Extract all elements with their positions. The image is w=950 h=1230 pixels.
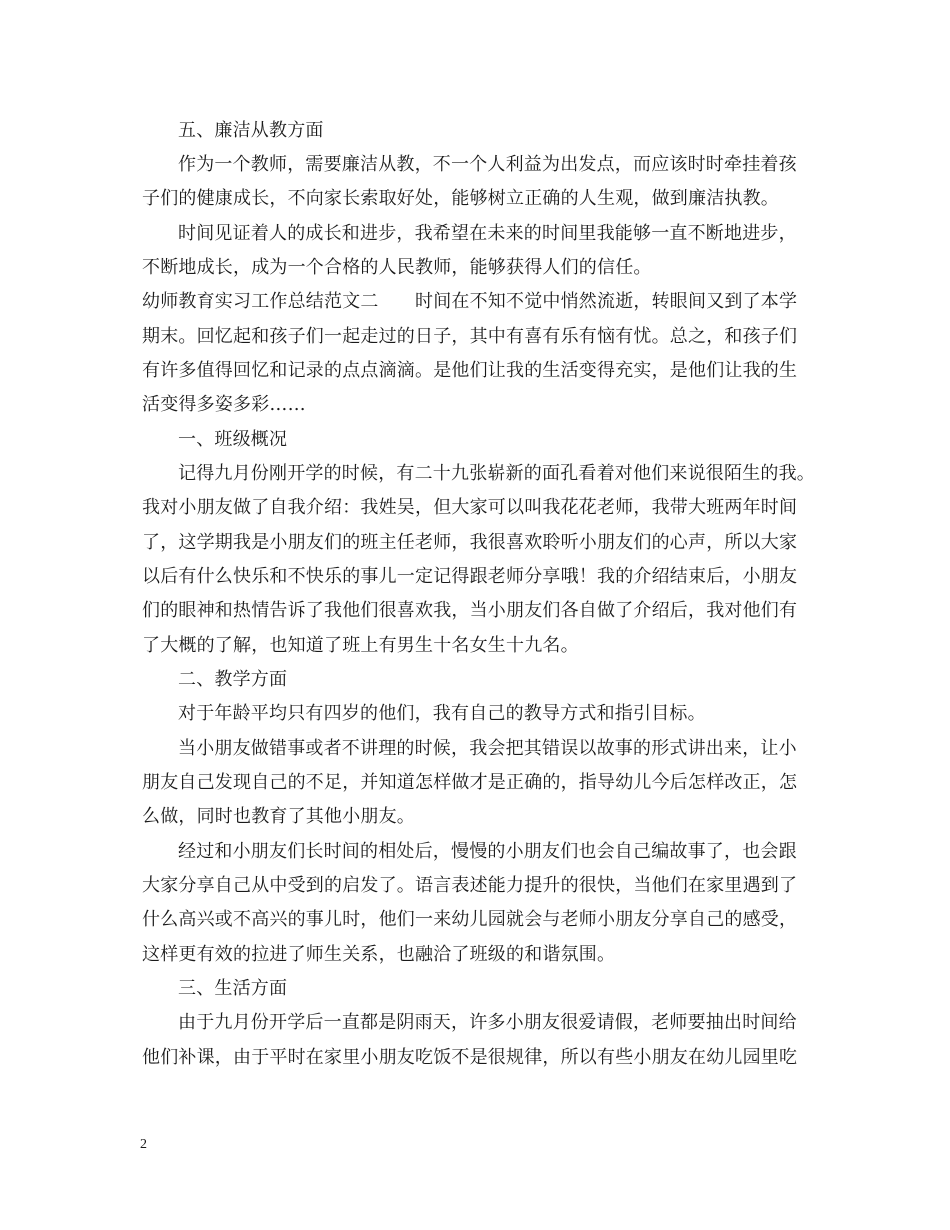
paragraph-line: 期末。回忆起和孩子们一起走过的日子，其中有喜有乐有恼有忧。总之，和孩子们: [142, 326, 798, 347]
paragraph-line: 以后有什么快乐和不快乐的事儿一定记得跟老师分享哦！我的介绍结束后，小朋友: [142, 566, 798, 587]
paragraph-line: 们的眼神和热情告诉了我他们很喜欢我，当小朋友们各自做了介绍后，我对他们有: [142, 600, 798, 621]
paragraph-line: 对于年龄平均只有四岁的他们，我有自己的教导方式和指引目标。: [178, 703, 706, 724]
paragraph-line: 这样更有效的拉进了师生关系，也融洽了班级的和谐氛围。: [142, 944, 616, 965]
paragraph-line: 子们的健康成长，不向家长索取好处，能够树立正确的人生观，做到廉洁执教。: [142, 188, 779, 209]
paragraph-line: 时间见证着人的成长和进步，我希望在未来的时间里我能够一直不断地进步，: [178, 223, 797, 244]
paragraph-line: 了大概的了解，也知道了班上有男生十名女生十九名。: [142, 635, 579, 656]
paragraph-line: 么做，同时也教育了其他小朋友。: [142, 806, 415, 827]
paragraph-line: 他们补课，由于平时在家里小朋友吃饭不是很规律，所以有些小朋友在幼儿园里吃: [142, 1047, 798, 1068]
section-heading: 五、廉洁从教方面: [178, 120, 324, 141]
paragraph-line: 了，这学期我是小朋友们的班主任老师，我很喜欢聆听小朋友们的心声，所以大家: [142, 532, 798, 553]
paragraph-line: 不断地成长，成为一个合格的人民教师，能够获得人们的信任。: [142, 257, 652, 278]
paragraph-line: 什么高兴或不高兴的事儿时，他们一来幼儿园就会与老师小朋友分享自己的感受，: [142, 909, 798, 930]
paragraph-line: 活变得多姿多彩……: [142, 394, 306, 415]
paragraph-line: 经过和小朋友们长时间的相处后，慢慢的小朋友们也会自己编故事了，也会跟: [178, 841, 797, 862]
section-heading: 二、教学方面: [178, 669, 288, 690]
paragraph-line: 我对小朋友做了自我介绍：我姓吴，但大家可以叫我花花老师，我带大班两年时间: [142, 497, 798, 518]
paragraph-line: 当小朋友做错事或者不讲理的时候，我会把其错误以故事的形式讲出来，让小: [178, 738, 797, 759]
paragraph-line: 幼师教育实习工作总结范文二 时间在不知不觉中悄然流逝，转眼间又到了本学: [142, 291, 798, 312]
paragraph-line: 记得九月份刚开学的时候，有二十九张崭新的面孔看着对他们来说很陌生的我。: [178, 463, 815, 484]
paragraph-line: 朋友自己发现自己的不足，并知道怎样做才是正确的，指导幼儿今后怎样改正，怎: [142, 772, 798, 793]
section-heading: 三、生活方面: [178, 978, 288, 999]
page-number: 2: [140, 1137, 147, 1152]
paragraph-line: 大家分享自己从中受到的启发了。语言表述能力提升的很快，当他们在家里遇到了: [142, 875, 798, 896]
paragraph-line: 有许多值得回忆和记录的点点滴滴。是他们让我的生活变得充实，是他们让我的生: [142, 360, 798, 381]
section-heading: 一、班级概况: [178, 429, 288, 450]
paragraph-line: 作为一个教师，需要廉洁从教，不一个人利益为出发点，而应该时时牵挂着孩: [178, 154, 797, 175]
paragraph-line: 由于九月份开学后一直都是阴雨天，许多小朋友很爱请假，老师要抽出时间给: [178, 1012, 797, 1033]
